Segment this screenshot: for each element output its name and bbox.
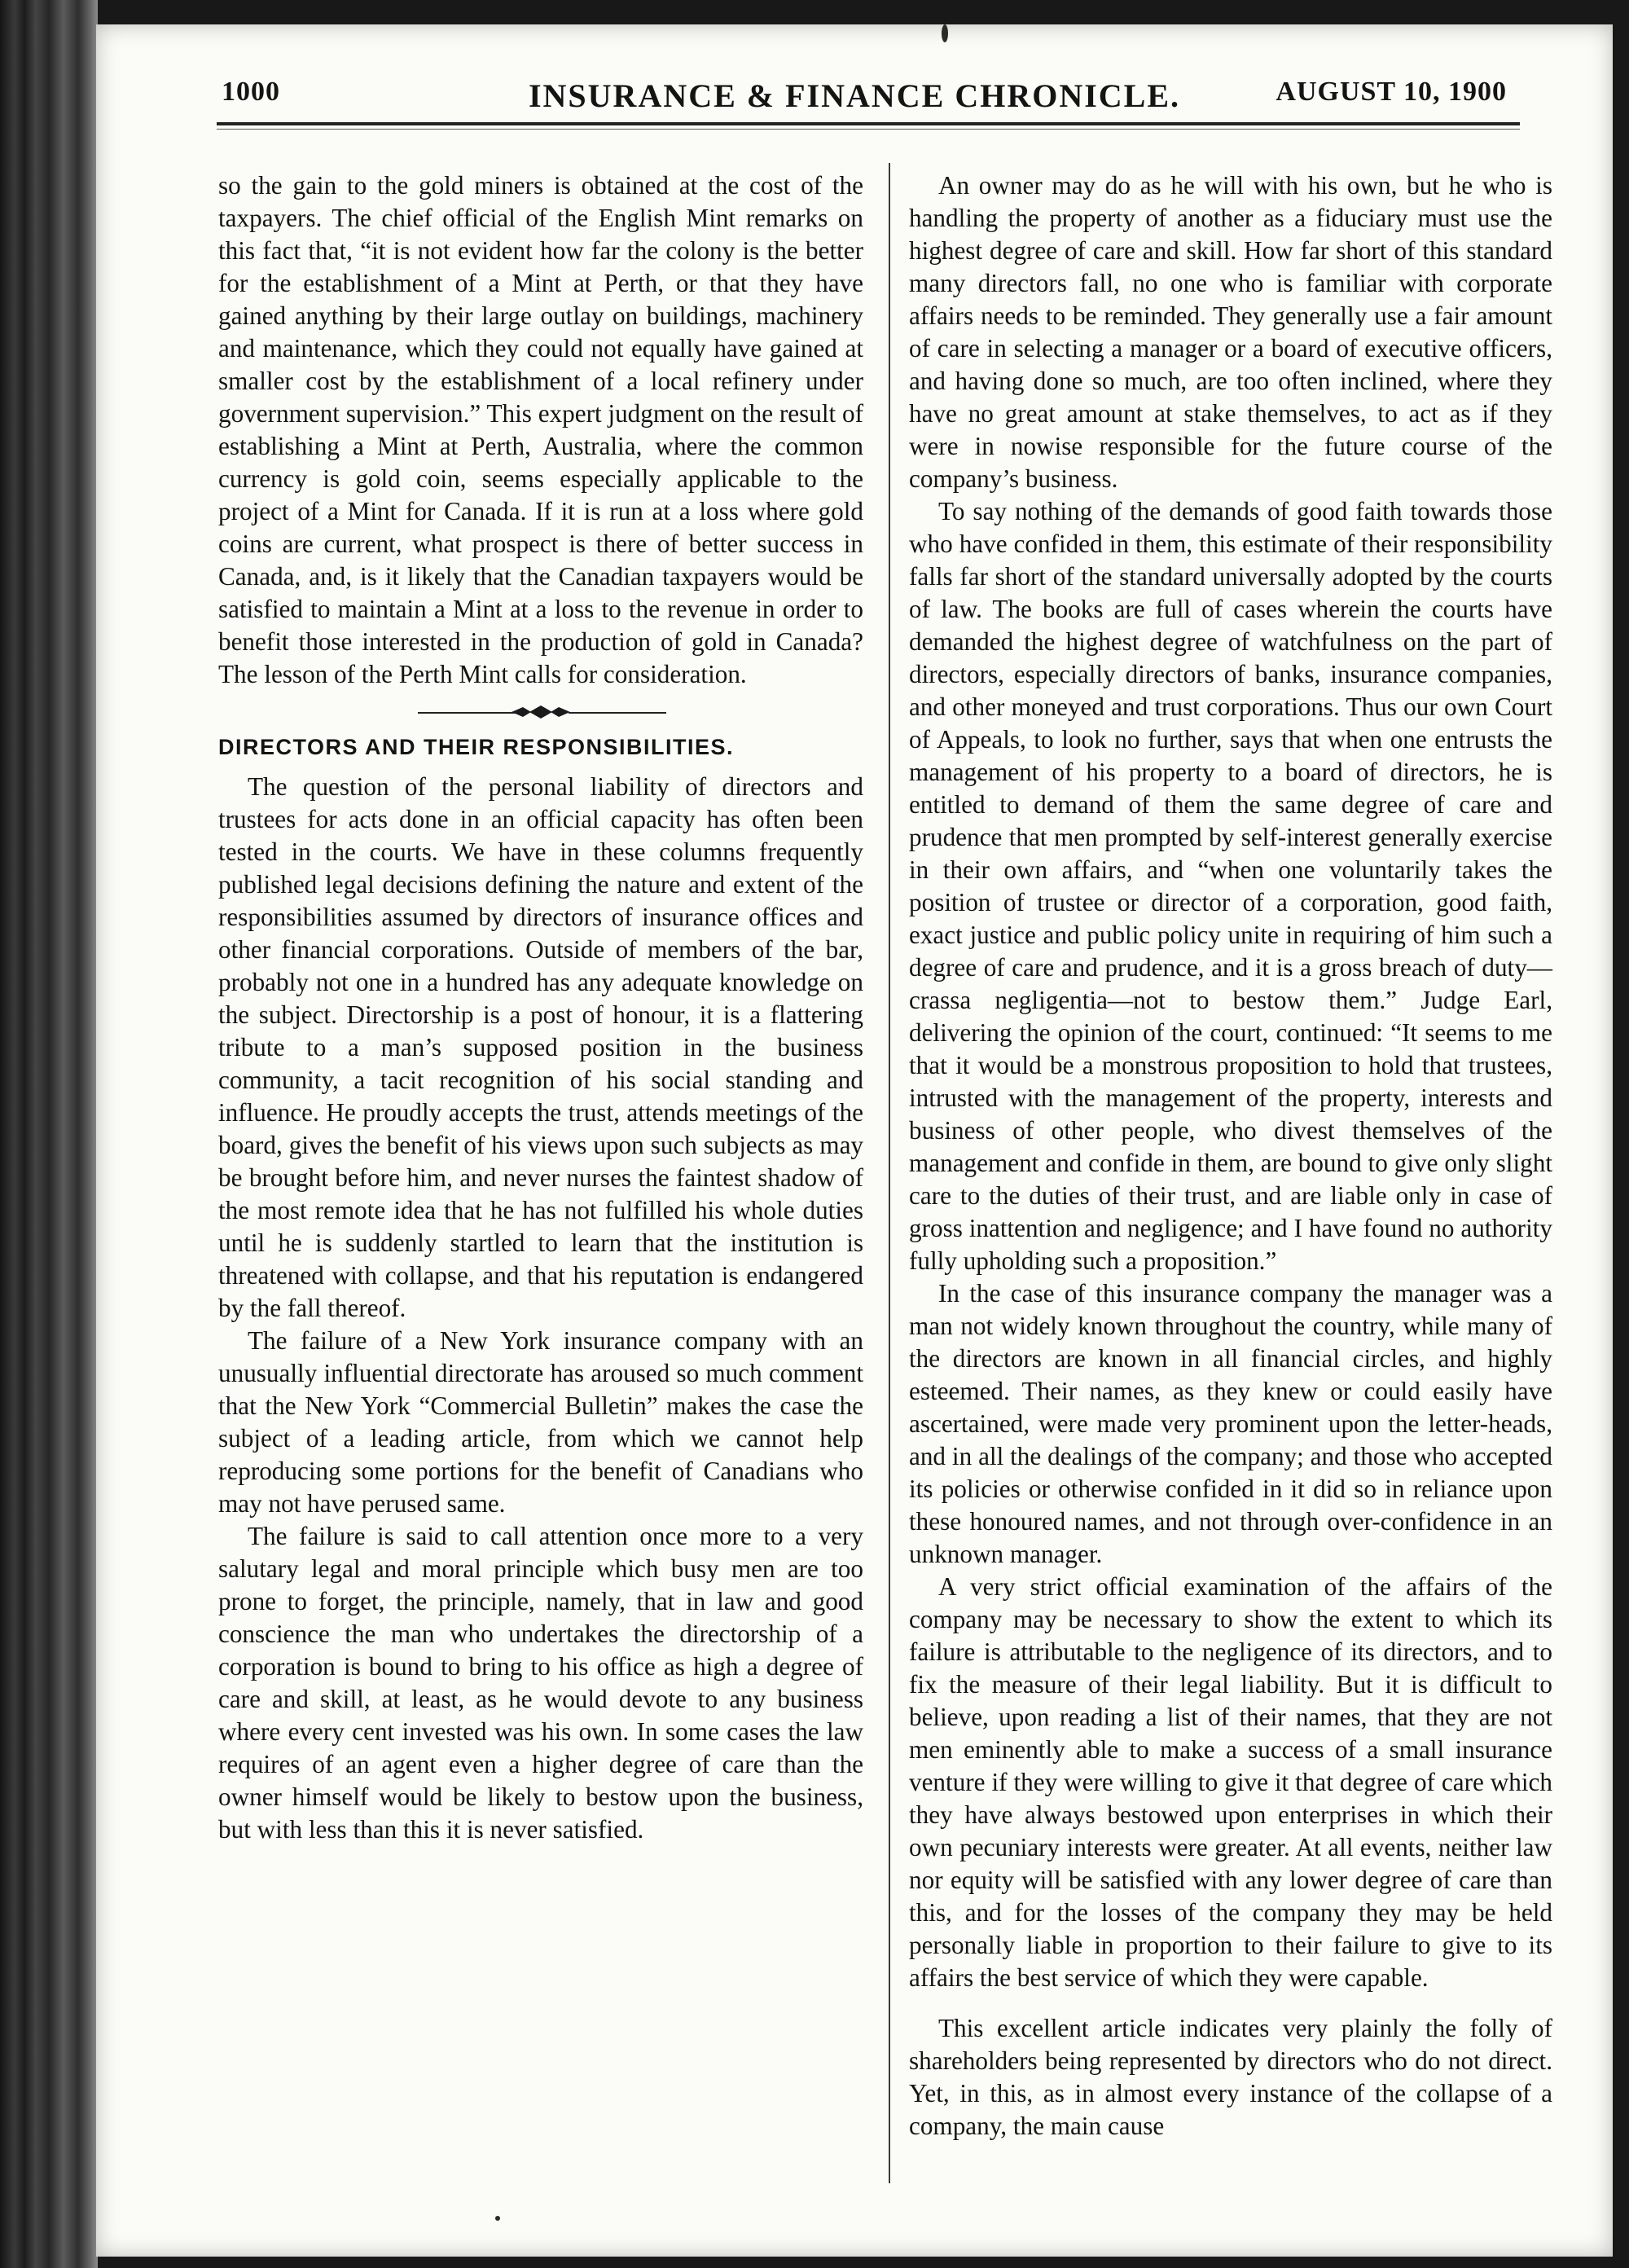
column-divider (889, 163, 890, 2183)
article-paragraph: To say nothing of the demands of good faith towards those who have confided in them, this estimate of their responsibility falls far short of the standard universally adopted by the courts of law. The books are full of cases wherein the courts have demanded the highest degree of watchfulness on the part of directors, especially directors of banks, insurance companies, and other moneyed and trust corporations. Thus our own Court of Appeals, to look no further, says that when one entrusts the management of his property to a board of directors, he is entitled to demand of them the same degree of care and prudence that men prompted by self-interest generally exercise in their own affairs, and “when one voluntarily takes the position of trustee or director of a corporation, good faith, exact justice and public policy unite in requiring of him such a degree of care and prudence, and it is a gross breach of duty—crassa negligentia—not to bestow them.” Judge Earl, delivering the opinion of the court, continued: “It seems to me that it would be a monstrous proposition to hold that trustees, intrusted with the management of the property, interests and business of other people, who divest themselves of the management and confide in them, are bound to give only slight care to the duties of their trust, and are liable only in case of gross inattention and negligence; and I have found no authority fully upholding such a proposition.” (909, 497, 1552, 1275)
ink-speck (495, 2216, 500, 2221)
newspaper-page (96, 24, 1613, 2257)
ink-speck (942, 24, 948, 42)
article-paragraph: The failure of a New York insurance company with an unusually influential directorate has aroused so much comment that the New York “Commercial Bulletin” makes the case the subject of a leading article, from which we cannot help reproducing some portions for the benefit of Canadians who may not have perused same. (218, 1326, 863, 1518)
journal-title: INSURANCE & FINANCE CHRONICLE. (528, 77, 1181, 114)
ornament-rule-right (569, 712, 666, 714)
section-heading: DIRECTORS AND THEIR RESPONSIBILITIES. (218, 735, 735, 759)
article-paragraph: A very strict official examination of the affairs of the company may be necessary to show the extent to which its failure is attributable to the negligence of its directors, and to fix the measure of their legal liability. But it is difficult to believe, upon reading a list of their names, that they are not men eminently able to make a success of a small insurance venture if they were willing to give it that degree of care which they have always bestowed upon enterprises in which their own pecuniary interests were greater. At all events, neither law nor equity will be satisfied with any lower degree of care than this, and for the losses of the company they may be held personally liable in proportion to their failure to give to its affairs the best service of which they were capable. (909, 1572, 1552, 1992)
header-rule-thin (217, 129, 1520, 130)
article-paragraph: The question of the personal liability of directors and trustees for acts done in an official capacity has often been tested in the courts. We have in these columns frequently published legal decisions defining the nature and extent of the responsibilities assumed by directors of insurance offices and other financial corporations. Outside of members of the bar, probably not one in a hundred has any adequate knowledge on the subject. Directorship is a post of honour, it is a flattering tribute to a man’s supposed position in the business community, a tacit recognition of his social standing and influence. He proudly accepts the trust, attends meetings of the board, gives the benefit of his views upon such subjects as may be brought before him, and never nurses the faintest shadow of the most remote idea that he has not fulfilled his whole duties until he is suddenly startled to learn that the institution is threatened with collapse, and that his reputation is endangered by the fall thereof. (218, 772, 863, 1322)
left-column (218, 169, 863, 1846)
issue-date: AUGUST 10, 1900 (1276, 77, 1507, 107)
right-column (909, 169, 1552, 2143)
header-rule (217, 122, 1520, 125)
article-paragraph: The failure is said to call attention once more to a very salutary legal and moral principle which busy men are too prone to forget, the principle, namely, that in law and good conscience the man who undertakes the directorship of a corporation is bound to bring to his office as high a degree of care and skill, at least, as he would devote to any business where every cent invested was his own. In some cases the law requires of an agent even a higher degree of care than the owner himself would be likely to bestow upon the business, but with less than this it is never satisfied. (218, 1522, 863, 1844)
section-ornament (218, 694, 863, 730)
article-paragraph: An owner may do as he will with his own, but he who is handling the property of another as a fiduciary must use the highest degree of care and skill. How far short of this standard many directors fall, no one who is familiar with corporate affairs needs to be reminded. They generally use a fair amount of care in selecting a manager or a board of executive officers, and having done so much, are too often inclined, where they have no great amount at stake themselves, to act as if they were in nowise responsible for the future course of the company’s business. (909, 171, 1552, 493)
ornament-diamond-icon (512, 704, 570, 720)
page-number: 1000 (222, 77, 280, 107)
closing-paragraph: This excellent article indicates very plainly the folly of shareholders being represented by directors who do not direct. Yet, in this, as in almost every instance of the collapse of a company, the main cause (909, 2014, 1552, 2140)
ornament-rule-left (418, 712, 516, 714)
article-paragraph: In the case of this insurance company the manager was a man not widely known throughout the country, while many of the directors are known in all financial circles, and highly esteemed. Their names, as they knew or could easily have ascertained, were made very prominent upon the letter-heads, and in all the dealings of the company; and those who accepted its policies or otherwise confided in it did so in reliance upon these honoured names, and not through over-confidence in an unknown manager. (909, 1279, 1552, 1568)
binding-edge (0, 0, 98, 2268)
perth-mint-paragraph: so the gain to the gold miners is obtained at the cost of the taxpayers. The chief official of the English Mint remarks on this fact that, “it is not evident how far the colony is the better for the establishment of a Mint at Perth, or that they have gained anything by their large outlay on buildings, machinery and maintenance, which they could not equally have gained at smaller cost by the establishment of a local refinery under government supervision.” This expert judgment on the result of establishing a Mint at Perth, Australia, where the common currency is gold coin, seems especially applicable to the project of a Mint for Canada. If it is run at a loss where gold coins are current, what prospect is there of better success in Canada, and, is it likely that the Canadian taxpayers would be satisfied to maintain a Mint at a loss to the revenue in order to benefit those interested in the production of gold in Canada? The lesson of the Perth Mint calls for consideration. (218, 171, 863, 688)
